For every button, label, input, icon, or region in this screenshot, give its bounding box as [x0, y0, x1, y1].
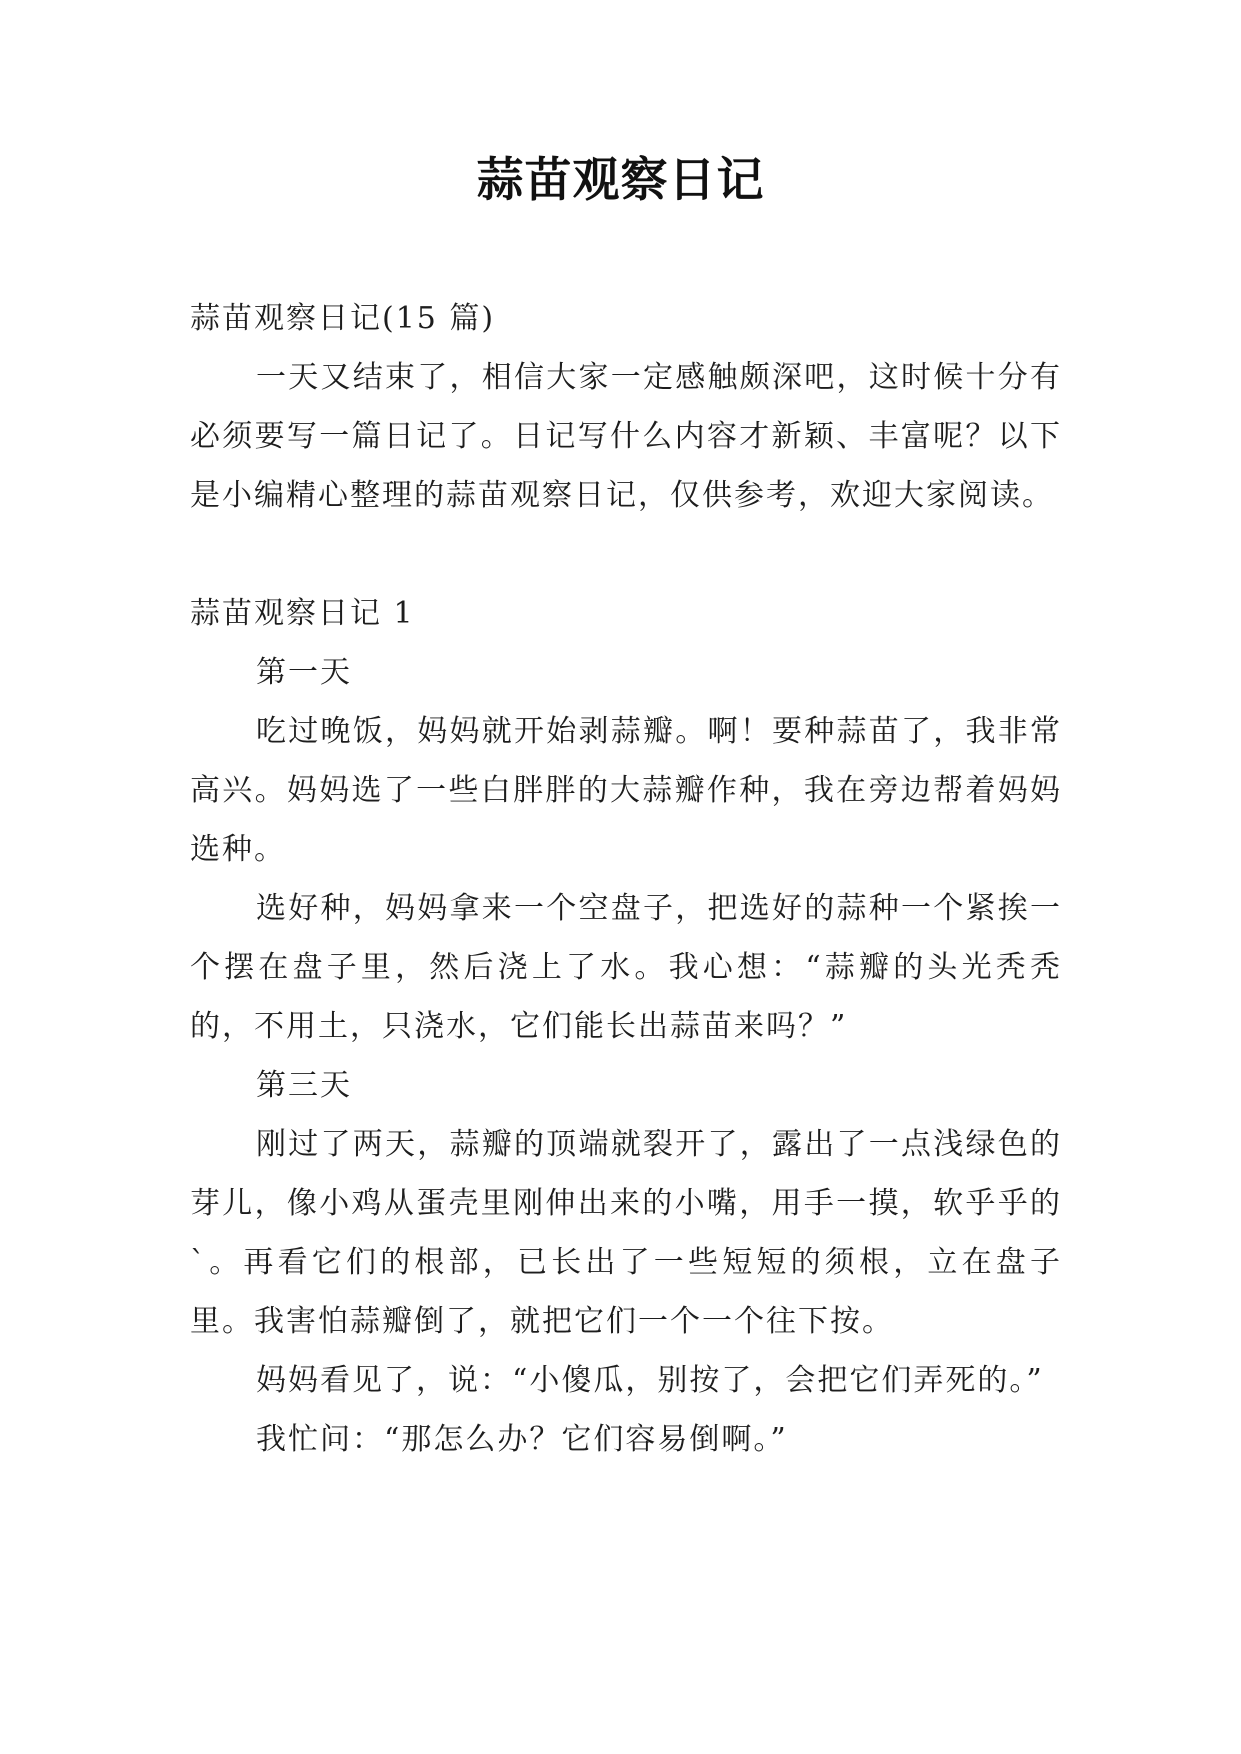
document-title: 蒜苗观察日记 — [476, 153, 765, 208]
paragraph: 第三天 — [256, 1068, 352, 1103]
paragraph: 吃过晚饭，妈妈就开始剥蒜瓣。啊！要种蒜苗了，我非常高兴。妈妈选了一些白胖胖的大蒜瓣作种，我在旁边帮着妈妈选种。 — [190, 714, 1062, 867]
paragraph: 第一天 — [256, 655, 352, 690]
paragraph: 刚过了两天，蒜瓣的顶端就裂开了，露出了一点浅绿色的芽儿，像小鸡从蛋壳里刚伸出来的小嘴，用手一摸，软乎乎的`。再看它们的根部，已长出了一些短短的须根，立在盘子里。我害怕蒜瓣倒了，就把它们一个一个往下按。 — [190, 1127, 1062, 1339]
blank-line — [190, 525, 1062, 584]
paragraph: 选好种，妈妈拿来一个空盘子，把选好的蒜种一个紧挨一个摆在盘子里，然后浇上了水。我心想：“蒜瓣的头光秃秃的，不用土，只浇水，它们能长出蒜苗来吗？” — [190, 891, 1062, 1044]
paragraph: 妈妈看见了，说：“小傻瓜，别按了，会把它们弄死的。” — [256, 1363, 1044, 1398]
paragraph: 蒜苗观察日记 1 — [190, 596, 415, 631]
document-body — [190, 289, 1062, 1469]
paragraph: 蒜苗观察日记(15 篇) — [190, 301, 496, 336]
paragraph: 我忙问：“那怎么办？它们容易倒啊。” — [256, 1422, 788, 1457]
paragraph: 一天又结束了，相信大家一定感触颇深吧，这时候十分有必须要写一篇日记了。日记写什么内容才新颖、丰富呢？以下是小编精心整理的蒜苗观察日记，仅供参考，欢迎大家阅读。 — [190, 360, 1062, 513]
